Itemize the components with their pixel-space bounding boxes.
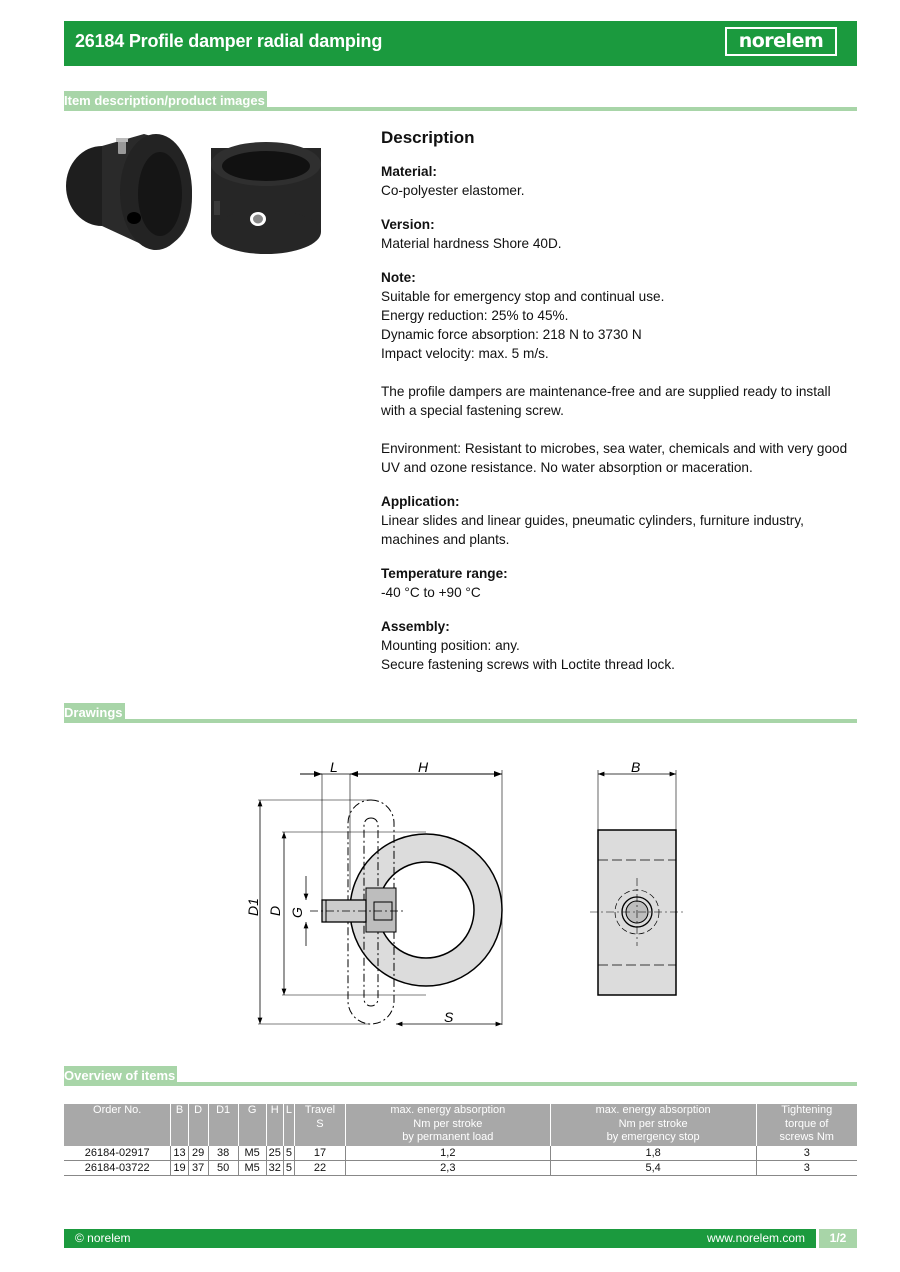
table-cell: 29 <box>188 1146 208 1161</box>
dim-label-B: B <box>631 759 641 775</box>
product-image <box>64 126 339 261</box>
note-line: Dynamic force absorption: 218 N to 3730 N <box>381 327 642 342</box>
dim-label-S: S <box>444 1009 454 1025</box>
section-header-overview <box>64 1066 857 1086</box>
table-cell: 5 <box>283 1161 294 1176</box>
material-label: Material: <box>381 164 437 179</box>
table-cell: 1,8 <box>550 1146 756 1161</box>
material-text: Co-polyester elastomer. <box>381 183 525 198</box>
section-label: Item description/product images <box>64 91 267 111</box>
column-header: L <box>283 1104 294 1146</box>
table-cell: M5 <box>238 1161 266 1176</box>
table-cell: 1,2 <box>345 1146 550 1161</box>
table-cell: 37 <box>188 1161 208 1176</box>
table-row <box>64 1146 857 1161</box>
temperature-text: -40 °C to +90 °C <box>381 585 481 600</box>
table-cell: 2,3 <box>345 1161 550 1176</box>
order-number-cell: 26184-03722 <box>64 1161 171 1176</box>
table-cell: 32 <box>266 1161 283 1176</box>
table-row <box>64 1161 857 1176</box>
norelem-logo: norelem <box>725 27 837 56</box>
table-cell: 17 <box>294 1146 345 1161</box>
version-label: Version: <box>381 217 435 232</box>
table-cell: 22 <box>294 1161 345 1176</box>
table-cell: 5 <box>283 1146 294 1161</box>
note-label: Note: <box>381 270 416 285</box>
note-line: Energy reduction: 25% to 45%. <box>381 308 569 323</box>
section-label: Drawings <box>64 703 125 723</box>
assembly-line: Secure fastening screws with Loctite thread lock. <box>381 657 675 672</box>
table-header-row <box>64 1104 857 1146</box>
table-cell: 5,4 <box>550 1161 756 1176</box>
column-header: G <box>238 1104 266 1146</box>
dim-label-L: L <box>330 759 338 775</box>
note-paragraph: The profile dampers are maintenance-free and are supplied ready to install with a special fastening screw. <box>381 384 831 418</box>
column-header: Order No. <box>64 1104 171 1146</box>
section-header-images <box>64 91 857 111</box>
table-cell: 50 <box>208 1161 238 1176</box>
dim-label-D: D <box>267 905 283 916</box>
table-cell: 19 <box>171 1161 188 1176</box>
note-line: Suitable for emergency stop and continual use. <box>381 289 665 304</box>
dim-label-G: G <box>289 907 305 918</box>
technical-drawing <box>240 750 700 1040</box>
description-heading: Description <box>381 128 475 147</box>
temperature-label: Temperature range: <box>381 566 508 581</box>
page-footer <box>64 1229 857 1248</box>
version-text: Material hardness Shore 40D. <box>381 236 562 251</box>
column-header: B <box>171 1104 188 1146</box>
table-cell: 3 <box>756 1146 857 1161</box>
assembly-line: Mounting position: any. <box>381 638 520 653</box>
application-label: Application: <box>381 494 460 509</box>
note-paragraph: Environment: Resistant to microbes, sea water, chemicals and with very good UV and ozone resistance. No water absorption or maceration. <box>381 441 848 475</box>
application-text: Linear slides and linear guides, pneumatic cylinders, furniture industry, machines and plants. <box>381 513 804 547</box>
column-header: D <box>188 1104 208 1146</box>
copyright-text: © norelem <box>75 1231 131 1245</box>
page-header <box>64 21 857 66</box>
page-title: 26184 Profile damper radial damping <box>75 31 383 51</box>
column-header: Tightening torque of screws Nm <box>756 1104 857 1146</box>
table-cell: 25 <box>266 1146 283 1161</box>
note-line: Impact velocity: max. 5 m/s. <box>381 346 549 361</box>
order-number-cell: 26184-02917 <box>64 1146 171 1161</box>
table-cell: 38 <box>208 1146 238 1161</box>
website-link[interactable]: www.norelem.com <box>706 1231 805 1245</box>
assembly-label: Assembly: <box>381 619 450 634</box>
column-header: Travel S <box>294 1104 345 1146</box>
section-header-drawings <box>64 703 857 723</box>
table-cell: M5 <box>238 1146 266 1161</box>
column-header: H <box>266 1104 283 1146</box>
items-table <box>64 1104 857 1176</box>
description-block <box>381 128 851 674</box>
dim-label-D1: D1 <box>245 898 261 916</box>
table-cell: 13 <box>171 1146 188 1161</box>
column-header: max. energy absorption Nm per stroke by emergency stop <box>550 1104 756 1146</box>
section-label: Overview of items <box>64 1066 177 1086</box>
column-header: max. energy absorption Nm per stroke by permanent load <box>345 1104 550 1146</box>
column-header: D1 <box>208 1104 238 1146</box>
table-cell: 3 <box>756 1161 857 1176</box>
dim-label-H: H <box>418 759 429 775</box>
page-number: 1/2 <box>819 1229 857 1248</box>
